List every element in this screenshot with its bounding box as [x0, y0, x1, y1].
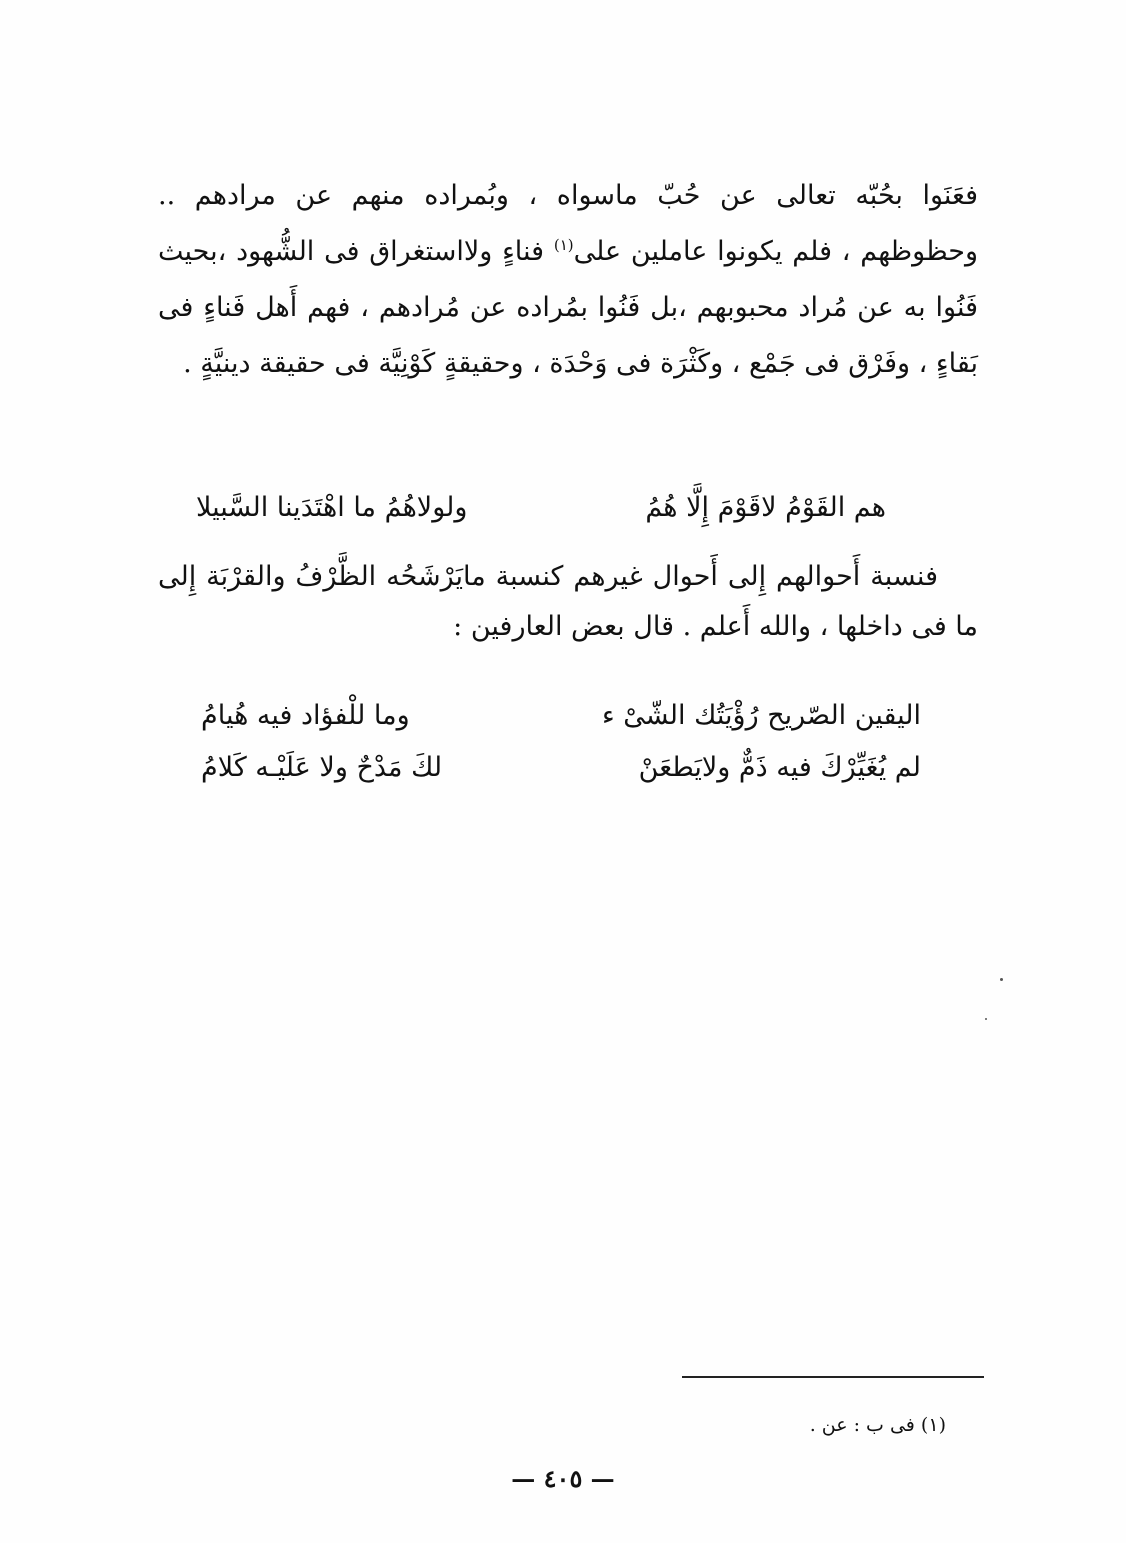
verse-1-first-hemistich: هم القَوْمُ لاقَوْمَ إِلَّا هُمُ [645, 492, 886, 523]
paragraph-2: فنسبة أَحوالهم إِلى أَحوال غيرهم كنسبة مايَرْشَحُه الظَّرْفُ والقرْبَة إِلى ما فى داخلها ، والله أَعلم . قال بعض العارفين : [158, 561, 978, 642]
verse-2-second-hemistich: وما للْفؤاد فيه هُيامُ [201, 700, 410, 731]
page-number: — ٤٠٥ — [511, 1464, 615, 1493]
verse-line-1 [196, 482, 886, 534]
paragraph-1-text-before-note: فعَنَوا بحُبّه تعالى عن حُبّ ماسواه ، وبُمراده منهم عن مرادهم .. وحظوظهم ، فلم يكونوا عاملين على [158, 180, 978, 267]
paragraph-1-text-after-note: فناءٍ ولااستغراق فى الشُّهود ،بحيث فَنُوا به عن مُراد محبوبهم ،بل فَنُوا بمُراده عن مُرادهم ، فهم أَهل فَناءٍ فى بَقاءٍ ، وفَرْق فى جَمْع ، وكَثْرَة فى وَحْدَة ، وحقيقةٍ كَوْنِيَّة فى حقيقة دينيَّةٍ . [158, 236, 978, 379]
verse-line-2 [201, 690, 921, 742]
footnote-divider [682, 1376, 984, 1378]
footnote-text: (١) فى ب : عن . [809, 1414, 946, 1436]
verse-1-second-hemistich: ولولاهُمُ ما اهْتَدَينا السَّبيلا [196, 492, 468, 523]
footnote-reference-mark: (١) [553, 236, 574, 254]
verse-2-first-hemistich: اليقين الصّريح رُؤْيَتُك الشّىْ ء [601, 700, 921, 731]
verse-3-first-hemistich: لم يُغَيِّرْكَ فيه ذَمٌّ ولايَطعَنْ [638, 752, 921, 783]
scan-speck [1000, 978, 1003, 981]
verse-3-second-hemistich: لكَ مَدْحٌ ولا عَلَيْـه كَلامُ [201, 752, 443, 783]
scan-speck [985, 1018, 987, 1020]
paragraph-1 [158, 168, 978, 392]
verse-line-3 [201, 742, 921, 794]
